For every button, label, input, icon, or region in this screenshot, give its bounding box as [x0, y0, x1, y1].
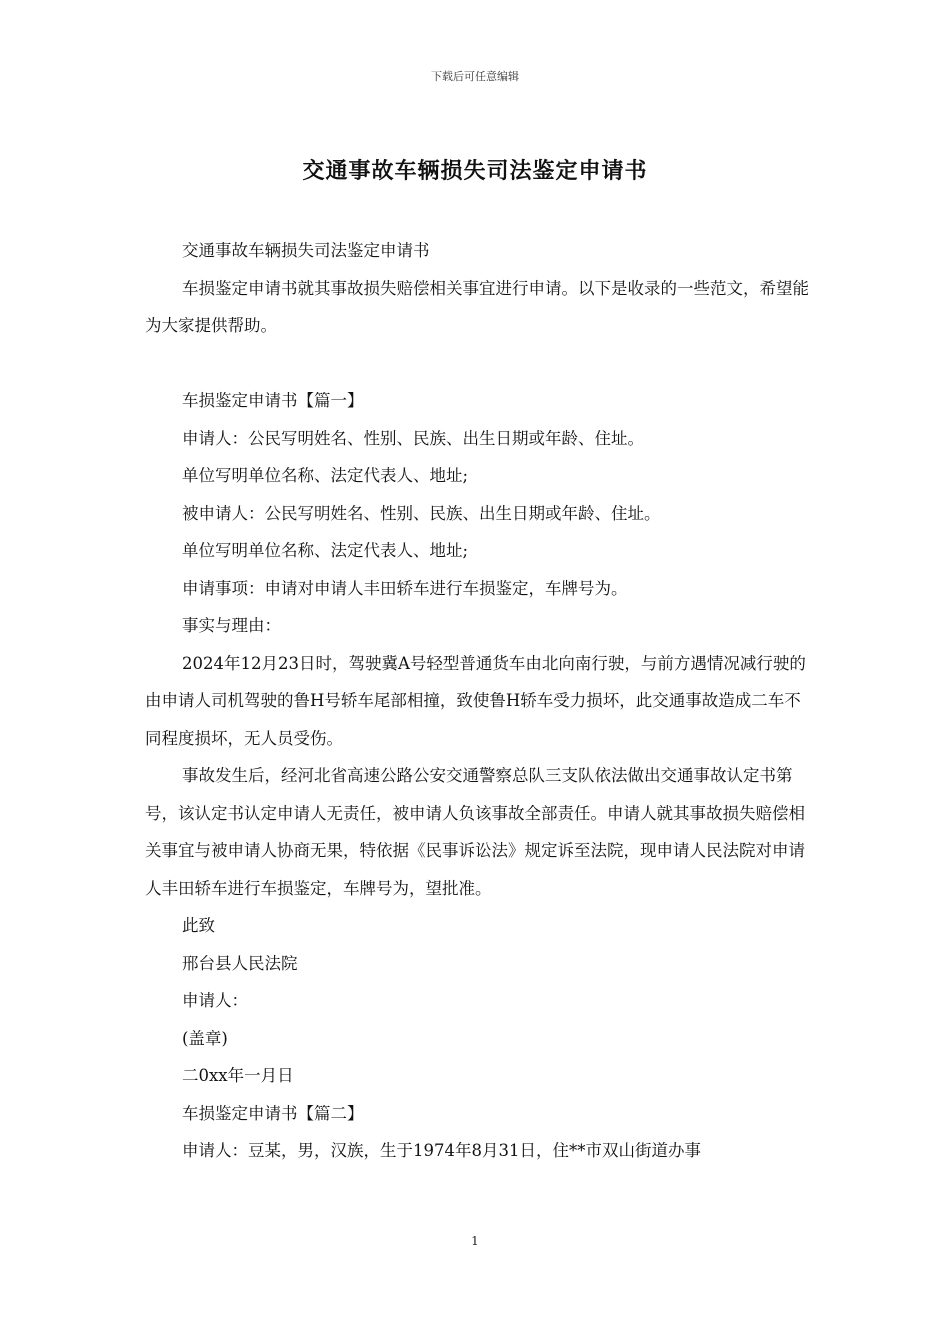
paragraph-date: 二0xx年一月日: [182, 1066, 294, 1085]
header-note: 下载后可任意编辑: [431, 70, 519, 83]
paragraph-applicant: 申请人：公民写明姓名、性别、民族、出生日期或年龄、住址。: [182, 428, 644, 448]
section-heading-2: 车损鉴定申请书【篇二】: [182, 1103, 364, 1123]
paragraph-request: 申请事项：申请对申请人丰田轿车进行车损鉴定，车牌号为。: [182, 578, 628, 598]
paragraph-applicant-unit: 单位写明单位名称、法定代表人、地址;: [182, 466, 469, 485]
paragraph-applicant-2: 申请人：豆某，男，汉族，生于1974年8月31日，住**市双山街道办事: [182, 1141, 701, 1160]
paragraph-signature-label: 申请人：: [182, 991, 248, 1010]
paragraph-accident: 2024年12月23日时，驾驶冀A号轻型普通货车由北向南行驶，与前方遇情况减行驶的由申请人司机驾驶的鲁H号轿车尾部相撞，致使鲁H轿车受力损坏，此交通事故造成二车不同程度损坏，无人员受伤。: [145, 653, 806, 748]
paragraph-salutation: 此致: [182, 916, 215, 935]
section-heading-1: 车损鉴定申请书【篇一】: [182, 391, 364, 410]
paragraph-facts-label: 事实与理由：: [182, 616, 281, 635]
paragraph-subtitle: 交通事故车辆损失司法鉴定申请书: [182, 241, 430, 260]
document-body: [145, 232, 810, 1170]
page-number: 1: [471, 1234, 479, 1248]
document-title: 交通事故车辆损失司法鉴定申请书: [302, 158, 648, 184]
blank-line: [145, 345, 810, 383]
paragraph-after-accident: 事故发生后，经河北省高速公路公安交通警察总队三支队依法做出交通事故认定书第号，该认定书认定申请人无责任，被申请人负该事故全部责任。申请人就其事故损失赔偿相关事宜与被申请人协商无果，特依据《民事诉讼法》规定诉至法院，现申请人民法院对申请人丰田轿车进行车损鉴定，车牌号为，望批准。: [145, 766, 805, 898]
paragraph-intro: 车损鉴定申请书就其事故损失赔偿相关事宜进行申请。以下是收录的一些范文，希望能为大家提供帮助。: [145, 278, 809, 335]
paragraph-respondent: 被申请人：公民写明姓名、性别、民族、出生日期或年龄、住址。: [182, 503, 661, 523]
paragraph-respondent-unit: 单位写明单位名称、法定代表人、地址;: [182, 541, 469, 560]
paragraph-seal: (盖章): [182, 1028, 228, 1048]
paragraph-court: 邢台县人民法院: [182, 953, 298, 973]
